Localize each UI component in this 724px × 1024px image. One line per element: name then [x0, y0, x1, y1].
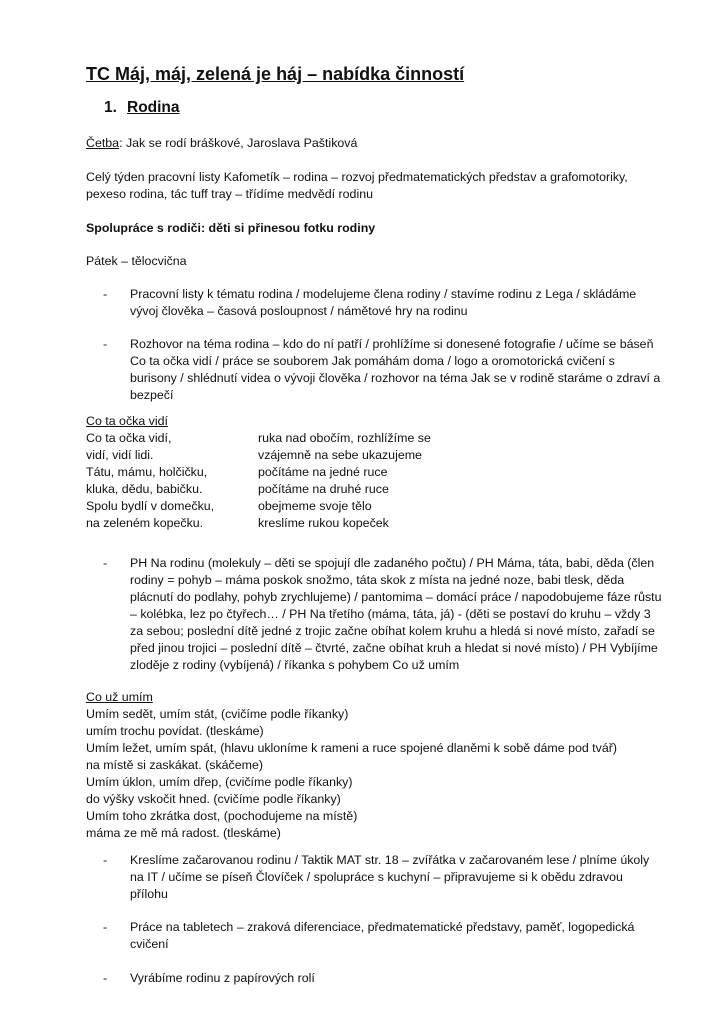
- poem-line: Umím úklon, umím dřep, (cvičíme podle říkanky): [86, 775, 353, 789]
- list-item-text: Pracovní listy k tématu rodina / modelujeme člena rodiny / stavíme rodinu z Lega / skládáme vývoj člověka – časová posloupnost / námětové hry na rodinu: [130, 287, 637, 318]
- poem-line: na místě si zaskákat. (skáčeme): [86, 758, 263, 772]
- poem-row: [86, 498, 646, 515]
- poem-row: [86, 515, 646, 532]
- document-title: TC Máj, máj, zelená je háj – nabídka činností: [86, 64, 465, 84]
- poem-title: Co už umím: [86, 690, 153, 704]
- cooperation-line: Spolupráce s rodiči: děti si přinesou fotku rodiny: [86, 221, 376, 235]
- list-item-text: Vyrábíme rodinu z papírových rolí: [130, 971, 315, 985]
- poem-movement: počítáme na druhé ruce: [258, 482, 389, 496]
- poem-verse: na zeleném kopečku.: [86, 516, 204, 530]
- poem-verse: Co ta očka vidí,: [86, 431, 172, 445]
- poem-verse: Spolu bydlí v domečku,: [86, 499, 215, 513]
- poem-line: Umím sedět, umím stát, (cvičíme podle říkanky): [86, 707, 349, 721]
- reading-label: Četba: [86, 136, 120, 150]
- poem-verse: vidí, vidí lidi.: [86, 448, 154, 462]
- bullet-dash: -: [103, 337, 108, 351]
- bullet-dash: -: [103, 920, 108, 934]
- reading-text: : Jak se rodí bráškové, Jaroslava Paštiková: [119, 136, 358, 150]
- poem-row: [86, 430, 646, 447]
- friday-line: Pátek – tělocvična: [86, 254, 187, 268]
- list-item-text: PH Na rodinu (molekuly – děti se spojují dle zadaného počtu) / PH Máma, táta, babi, děda (člen rodiny = pohyb – máma poskok snožmo, táta skok z místa na jedné noze, babi tlesk, děda plácnutí do podlahy, pohyb zrychlujeme) / pantomima – domácí práce / napodobujeme fáze růstu – kolébka, lez po čtyřech… / PH Na třetího (máma, táta, já) - (děti se postaví do kruhu – vždy 3 za sebou; poslední dítě jedné z trojic začne obíhat kolem kruhu a hledá si nové místo, zařadí se před jinou trojici – poslední dítě – čtvrté, začne obíhat kruh a hledat si nové místo) / PH Vybíjíme zloděje z rodiny (vybíjená) / říkanka s pohybem Co už umím: [130, 556, 662, 672]
- poem-movement: ruka nad obočím, rozhlížíme se: [258, 431, 431, 445]
- bullet-dash: -: [103, 287, 108, 301]
- section-heading: [104, 98, 180, 118]
- poem-line: do výšky vskočit hned. (cvičíme podle říkanky): [86, 792, 341, 806]
- section-label: Rodina: [127, 99, 180, 116]
- list-item-text: Kreslíme začarovanou rodinu / Taktik MAT str. 18 – zvířátka v začarovaném lese / plníme úkoly na IT / učíme se píseň Človíček / spolupráce s kuchyní – připravujeme si k obědu zdravou přílohu: [130, 853, 650, 901]
- poem-row: [86, 464, 646, 481]
- poem-line: Umím toho zkrátka dost, (pochodujeme na místě): [86, 809, 358, 823]
- poem-movement: počítáme na jedné ruce: [258, 465, 388, 479]
- poem-movement: obejmeme svoje tělo: [258, 499, 372, 513]
- list-item-text: Práce na tabletech – zraková diferenciace, předmatematické představy, paměť, logopedická cvičení: [130, 920, 635, 951]
- reading-line: [86, 135, 646, 152]
- poem-co-uz-umim: [86, 689, 646, 842]
- week-paragraph: Celý týden pracovní listy Kafometík – rodina – rozvoj předmatematických představ a grafomotoriky, pexeso rodina, tác tuff tray – třídíme medvědí rodinu: [86, 170, 628, 201]
- poem-movement: vzájemně na sebe ukazujeme: [258, 448, 422, 462]
- poem-row: [86, 481, 646, 498]
- poem-verse: Tátu, mámu, holčičku,: [86, 465, 208, 479]
- poem-verse: kluka, dědu, babičku.: [86, 482, 203, 496]
- poem-line: máma ze mě má radost. (tleskáme): [86, 826, 281, 840]
- poem-title: Co ta očka vidí: [86, 414, 168, 428]
- poem-line: Umím ležet, umím spát, (hlavu ukloníme k rameni a ruce spojené dlaněmi k sobě dáme pod tvář): [86, 741, 617, 755]
- poem-row: [86, 447, 646, 464]
- poem-movement: kreslíme rukou kopeček: [258, 516, 389, 530]
- bullet-dash: -: [103, 853, 108, 867]
- list-item-text: Rozhovor na téma rodina – kdo do ní patří / prohlížíme si donesené fotografie / učíme se báseň Co ta očka vidí / práce se souborem Jak pomáhám doma / logo a oromotorická cvičení s burisony / shlédnutí videa o vývoji člověka / rozhovor na téma Jak se v rodině staráme o zdraví a bezpečí: [130, 337, 661, 402]
- bullet-dash: -: [103, 971, 108, 985]
- poem-line: umím trochu povídat. (tleskáme): [86, 724, 264, 738]
- section-number: 1.: [104, 99, 117, 116]
- poem-co-ta-ocka-vidi: [86, 413, 646, 532]
- bullet-dash: -: [103, 556, 108, 570]
